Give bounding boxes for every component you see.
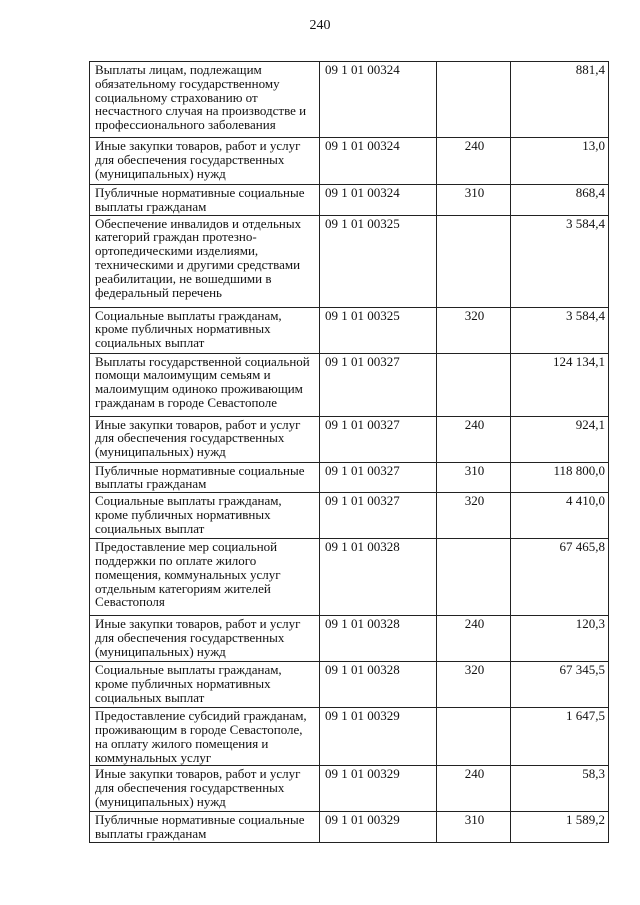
row-expense-type: 240 (437, 616, 511, 662)
row-amount: 120,3 (511, 616, 609, 662)
row-expense-type: 240 (437, 138, 511, 185)
row-expense-type (437, 539, 511, 616)
row-amount: 4 410,0 (511, 493, 609, 539)
row-code: 09 1 01 00328 (320, 539, 437, 616)
row-amount: 3 584,4 (511, 307, 609, 353)
row-amount: 881,4 (511, 62, 609, 138)
budget-table-body (90, 62, 609, 843)
row-amount: 1 647,5 (511, 708, 609, 766)
row-expense-type: 240 (437, 416, 511, 462)
row-code: 09 1 01 00329 (320, 766, 437, 812)
table-row (90, 766, 609, 812)
row-name: Предоставление мер социальной поддержки по оплате жилого помещения, коммунальных услуг отдельным категориям жителей Севастополя (90, 539, 320, 616)
table-row (90, 493, 609, 539)
table-row (90, 539, 609, 616)
table-row (90, 62, 609, 138)
row-amount: 924,1 (511, 416, 609, 462)
budget-table (89, 61, 609, 843)
row-expense-type (437, 62, 511, 138)
table-row (90, 416, 609, 462)
row-name: Выплаты лицам, подлежащим обязательному государственному социальному страхованию от несчастного случая на производстве и профессионального заболевания (90, 62, 320, 138)
table-row (90, 616, 609, 662)
row-code: 09 1 01 00327 (320, 462, 437, 493)
row-amount: 58,3 (511, 766, 609, 812)
row-amount: 124 134,1 (511, 353, 609, 416)
row-amount: 67 345,5 (511, 662, 609, 708)
row-code: 09 1 01 00327 (320, 416, 437, 462)
table-row (90, 462, 609, 493)
row-expense-type: 310 (437, 185, 511, 216)
row-amount: 13,0 (511, 138, 609, 185)
table-row (90, 708, 609, 766)
row-code: 09 1 01 00325 (320, 215, 437, 307)
table-row (90, 662, 609, 708)
row-amount: 67 465,8 (511, 539, 609, 616)
row-code: 09 1 01 00327 (320, 353, 437, 416)
row-amount: 118 800,0 (511, 462, 609, 493)
row-code: 09 1 01 00324 (320, 62, 437, 138)
row-expense-type: 240 (437, 766, 511, 812)
row-expense-type (437, 353, 511, 416)
row-code: 09 1 01 00324 (320, 138, 437, 185)
row-code: 09 1 01 00328 (320, 616, 437, 662)
row-name: Иные закупки товаров, работ и услуг для обеспечения государственных (муниципальных) нужд (90, 616, 320, 662)
table-row (90, 138, 609, 185)
row-expense-type (437, 708, 511, 766)
row-expense-type (437, 215, 511, 307)
row-name: Социальные выплаты гражданам, кроме публичных нормативных социальных выплат (90, 662, 320, 708)
table-row (90, 185, 609, 216)
row-amount: 868,4 (511, 185, 609, 216)
row-expense-type: 310 (437, 462, 511, 493)
row-name: Публичные нормативные социальные выплаты гражданам (90, 462, 320, 493)
row-code: 09 1 01 00327 (320, 493, 437, 539)
row-name: Социальные выплаты гражданам, кроме публичных нормативных социальных выплат (90, 307, 320, 353)
row-expense-type: 320 (437, 307, 511, 353)
row-code: 09 1 01 00329 (320, 812, 437, 843)
table-row (90, 812, 609, 843)
row-code: 09 1 01 00329 (320, 708, 437, 766)
row-name: Иные закупки товаров, работ и услуг для обеспечения государственных (муниципальных) нужд (90, 766, 320, 812)
row-name: Иные закупки товаров, работ и услуг для обеспечения государственных (муниципальных) нужд (90, 416, 320, 462)
row-name: Социальные выплаты гражданам, кроме публичных нормативных социальных выплат (90, 493, 320, 539)
row-name: Обеспечение инвалидов и отдельных категорий граждан протезно-ортопедическими изделиями, техническими и другими средствами реабилитации, не вошедшими в федеральный перечень (90, 215, 320, 307)
row-expense-type: 310 (437, 812, 511, 843)
row-expense-type: 320 (437, 493, 511, 539)
row-code: 09 1 01 00328 (320, 662, 437, 708)
table-row (90, 353, 609, 416)
row-name: Публичные нормативные социальные выплаты гражданам (90, 185, 320, 216)
row-name: Иные закупки товаров, работ и услуг для обеспечения государственных (муниципальных) нужд (90, 138, 320, 185)
row-amount: 3 584,4 (511, 215, 609, 307)
row-code: 09 1 01 00324 (320, 185, 437, 216)
page-number: 240 (309, 18, 331, 33)
table-row (90, 307, 609, 353)
row-name: Выплаты государственной социальной помощи малоимущим семьям и малоимущим одиноко проживающим гражданам в городе Севастополе (90, 353, 320, 416)
row-amount: 1 589,2 (511, 812, 609, 843)
row-expense-type: 320 (437, 662, 511, 708)
row-name: Предоставление субсидий гражданам, проживающим в городе Севастополе, на оплату жилого помещения и коммунальных услуг (90, 708, 320, 766)
table-row (90, 215, 609, 307)
row-name: Публичные нормативные социальные выплаты гражданам (90, 812, 320, 843)
row-code: 09 1 01 00325 (320, 307, 437, 353)
